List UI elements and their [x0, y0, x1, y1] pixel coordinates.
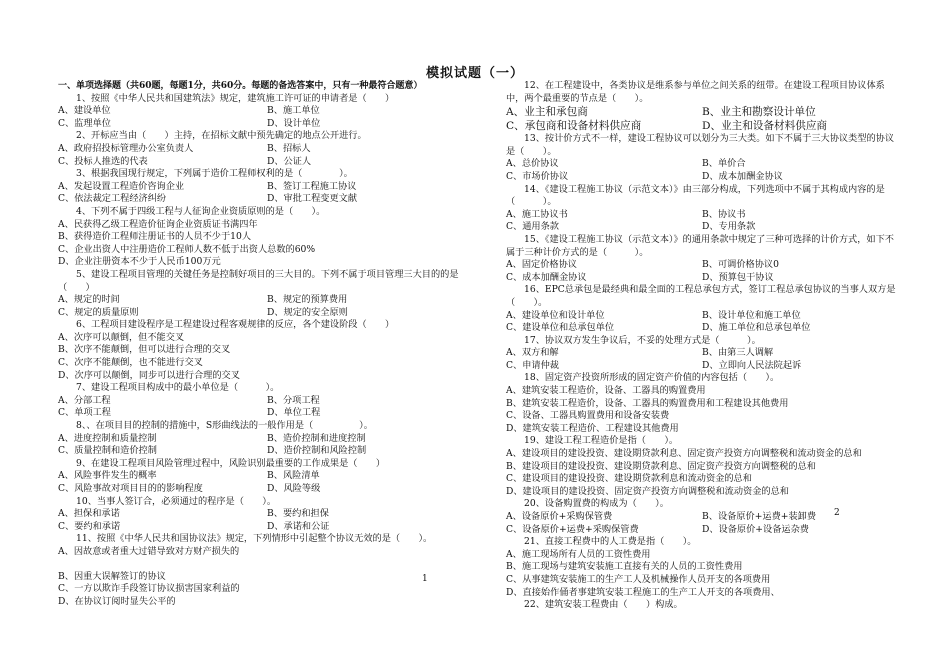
answer-option: A、担保和承诺 [58, 508, 120, 520]
answer-option: D、企业注册资本不少于人民币100万元 [58, 256, 221, 268]
answer-options [58, 508, 476, 533]
question-text: 3、根据我国现行规定，下列属于造价工程师权利的是（ ）。 [76, 168, 353, 180]
question-text: 6、工程项目建设程序是工程建设过程客观规律的反应，各个建设阶段（ ） [76, 319, 395, 331]
answer-option: B、次序不能颠倒，但可以进行合理的交叉 [58, 344, 231, 356]
answer-option: B、协议书 [702, 208, 746, 220]
question-text: 1、按照《中华人民共和国建筑法》规定，建筑施工许可证的申请者是（ ） [76, 92, 395, 104]
answer-option: B、建筑安装工程造价，设备、工器具的购置费用和工程建设其他费用 [506, 397, 789, 409]
answer-option: D、次序可以颠倒，同步可以进行合理的交叉 [58, 369, 240, 381]
answer-option: D、在协议订阅时显失公平的 [58, 595, 176, 607]
answer-option: B、风险清单 [267, 470, 320, 482]
answer-option: C、一方以欺诈手段签订协议损害国家利益的 [58, 583, 240, 595]
answer-option: B、施工单位 [267, 105, 320, 117]
answer-option: B、业主和勘察设计单位 [702, 106, 816, 119]
answer-option: A、施工协议书 [506, 208, 568, 220]
answer-options [506, 259, 898, 284]
question-text: 17、协议双方发生争议后，不妥的处理方式是（ ）。 [524, 334, 761, 346]
page-title: 模拟试题（一） [425, 66, 524, 81]
answer-option: B、招标人 [267, 142, 311, 154]
answer-options [506, 209, 898, 234]
question-text: 9、在建设工程项目风险管理过程中，风险识别最重要的工作成果是（ ） [76, 457, 386, 469]
answer-options [58, 470, 476, 495]
answer-option: A、民获得乙级工程造价征询企业资质证书满四年 [58, 218, 258, 230]
answer-option: B、设备原价+运费+装卸费 [702, 511, 817, 522]
answer-option: C、监理单位 [58, 117, 111, 129]
question-text: 15、《建设工程施工协议（示范文本）》的通用条款中规定了三种可选择的计价方式，如下不属于三种计价方式的是（ ）。 [506, 233, 894, 258]
answer-option: B、可调价格协议0 [702, 259, 779, 271]
question-text: 22、建筑安装工程费由（ ）构成。 [524, 599, 683, 611]
answer-option: D、造价控制和风险控制 [267, 445, 367, 457]
answer-option: C、规定的质量原则 [58, 306, 139, 318]
answer-options [506, 448, 898, 498]
question-text: 19、建设工程工程造价是指（ ）。 [524, 435, 679, 447]
answer-option: C、企业出资人中注册造价工程师人数不低于出资人总数的60% [58, 243, 316, 255]
answer-option: D、施工单位和总承包单位 [702, 322, 811, 334]
answer-option: C、单项工程 [58, 407, 111, 419]
question-text: 7、建设工程项目构成中的最小单位是（ ）。 [76, 382, 280, 394]
answer-option: C、申请仲裁 [506, 359, 559, 371]
answer-option: D、成本加酬金协议 [702, 170, 783, 182]
answer-option: A、发起设置工程造价咨询企业 [58, 180, 185, 192]
answer-option: B、单价合 [702, 158, 746, 170]
answer-options [58, 332, 476, 382]
answer-option: C、承包商和设备材料供应商 [506, 120, 642, 133]
question-text: 13、按计价方式不一样，建设工程协议可以划分为三大类。如下不属于三大协议类型的协议是（ ）。 [506, 133, 895, 157]
answer-options [58, 219, 476, 269]
answer-option: A、风险事件发生的概率 [58, 470, 157, 482]
question-text: 12、在工程建设中，各类协议是维系参与单位之间关系的纽带。在建设工程项目协议体系中，两个最重要的节点是（ ）。 [506, 80, 885, 104]
answer-option: D、设备原价+设备运杂费 [702, 523, 809, 535]
answer-option: D、建筑安装工程造价、工程建设其他费用 [506, 422, 679, 434]
answer-option: D、风险等级 [267, 483, 321, 494]
answer-options [58, 294, 476, 319]
question-text: 14、《建设工程施工协议（示范文本）》由三部分构成，下列选项中不属于其构成内容的是（ ）。 [506, 183, 885, 208]
answer-option: B、由第三人调解 [702, 347, 774, 359]
answer-option: C、从事建筑安装施工的生产工人及机械操作人员开支的各项费用 [506, 573, 771, 585]
answer-option: A、业主和承包商 [506, 106, 588, 119]
section-heading: 一、单项选择题（共60题，每题1分，共60分。每题的备选答案中，只有一种最符合题意） [58, 81, 423, 91]
answer-option: C、质量控制和造价控制 [58, 445, 157, 457]
question-text: 21、直接工程费中的人工费是指（ ）。 [524, 536, 697, 548]
answer-option: A、政府招投标管理办公室负责人 [58, 142, 194, 154]
answer-option: C、通用条款 [506, 221, 559, 233]
question-text: 5、建设工程项目管理的关键任务是控制好项目的三大目的。下列不属于项目管理三大目的的是（ ） [58, 268, 459, 293]
answer-option: A、分部工程 [58, 394, 111, 406]
answer-option: A、总价协议 [506, 158, 559, 170]
answer-option: D、公证人 [267, 155, 312, 167]
answer-option: A、进度控制和质量控制 [58, 432, 157, 444]
question-list-right [506, 80, 898, 612]
answer-option: C、建设项目的建设投资、建设期贷款利息和流动资金的总和 [506, 473, 752, 485]
answer-option: D、立即向人民法院起诉 [702, 359, 802, 371]
left-column [58, 80, 476, 608]
answer-option: B、造价控制和进度控制 [267, 432, 366, 444]
answer-options [58, 181, 476, 206]
answer-option: A、规定的时间 [58, 294, 120, 306]
question-text: 18、固定资产投资所形成的固定资产价值的内容包括（ ）。 [524, 372, 780, 384]
answer-options [506, 310, 898, 335]
answer-options [58, 546, 476, 608]
answer-option: B、签订工程施工协议 [267, 180, 357, 192]
answer-option: A、建设单位 [58, 105, 111, 117]
answer-option: B、建设项目的建设投资、建设期贷款利息、固定资产投资方向调整税的总和 [506, 460, 816, 472]
answer-option: C、风险事故对项目目的的影响程度 [58, 483, 203, 494]
answer-options [506, 385, 898, 435]
answer-option: C、设备、工器具购置费用和设备安装费 [506, 410, 670, 422]
question-text: 20、设备购置费的构成为（ ）。 [524, 498, 669, 510]
answer-option: D、预算包干协议 [702, 271, 774, 283]
answer-option: D、建设项目的建设投资、固定资产投资方向调整税和流动资金的总和 [506, 485, 789, 497]
question-text: 16、EPC总承包是最经典和最全面的工程总承包方式，签订工程总承包协议的当事人双方是（ ）。 [506, 284, 896, 308]
answer-option: A、建设单位和设计单位 [506, 309, 605, 321]
answer-option: A、施工现场所有人员的工资性费用 [506, 548, 651, 560]
answer-option: C、设备原价+运费+采购保管费 [506, 523, 639, 535]
answer-option: A、设备原价+采购保管费 [506, 511, 613, 522]
answer-option: D、业主和设备材料供应商 [702, 120, 828, 133]
answer-option: D、单位工程 [267, 407, 321, 419]
answer-options [58, 105, 476, 130]
answer-option: A、建筑安装工程造价，设备、工器具的购置费用 [506, 385, 706, 397]
answer-option: D、承诺和公证 [267, 520, 330, 532]
answer-option: C、要约和承诺 [58, 520, 121, 532]
page-number-2: 2 [834, 508, 840, 518]
answer-option: D、设计单位 [267, 117, 321, 129]
answer-option: D、专用条款 [702, 221, 756, 233]
answer-option: B、分项工程 [267, 394, 320, 406]
answer-option: A、固定价格协议 [506, 259, 577, 271]
question-text: 10、当事人签订合，必须通过的程序是（ ）。 [76, 495, 277, 507]
answer-options [58, 433, 476, 458]
answer-option: D、审批工程变更文献 [267, 193, 358, 205]
question-text: 11、按照《中华人民共和国协议法》规定，下列情形中引起整个协议无效的是（ ）。 [76, 533, 433, 545]
question-text: 2、开标应当由（ ）主持，在招标文献中预先确定的地点公开进行。 [76, 130, 367, 142]
answer-option: C、成本加酬金协议 [506, 271, 587, 283]
answer-option: C、建设单位和总承包单位 [506, 322, 615, 334]
answer-option: C、投标人推选的代表 [58, 155, 148, 167]
answer-option: D、直接始作俑者事建筑安装工程施工的生产工人开支的各项费用、 [506, 586, 780, 598]
answer-option: A、建设项目的建设投资、建设期贷款利息、固定资产投资方向调整税和流动资金的总和 [506, 448, 862, 460]
question-text: 8、、在项目目的控制的措施中，S形曲线法的一般作用是（ ）。 [76, 420, 373, 432]
question-text: 4、下列不属于四级工程与人征询企业资质原则的是（ ）。 [76, 205, 326, 217]
answer-option: C、次序不能颠倒，也不能进行交叉 [58, 357, 203, 369]
answer-option: C、依法裁定工程经济纠纷 [58, 193, 167, 205]
answer-option: A、因故意或者重大过错导致对方财产损失的 [58, 545, 240, 557]
answer-option: B、施工现场与建筑安装施工直接有关的人员的工资性费用 [506, 561, 743, 573]
answer-option: A、次序可以颠倒，但不能交叉 [58, 331, 185, 343]
page-number-1: 1 [422, 574, 428, 584]
answer-option: B、要约和担保 [267, 508, 329, 520]
answer-option: B、因重大误解签订的协议 [58, 570, 166, 582]
answer-options [506, 549, 898, 599]
answer-option: D、规定的安全原则 [267, 306, 348, 318]
answer-option: C、市场价协议 [506, 170, 569, 182]
answer-options [58, 395, 476, 420]
answer-option: A、双方和解 [506, 347, 559, 359]
answer-option: B、设计单位和施工单位 [702, 309, 801, 321]
answer-options [506, 347, 898, 372]
answer-option: B、规定的预算费用 [267, 294, 348, 306]
answer-options [506, 105, 898, 133]
right-column [506, 80, 898, 612]
option-spacer [58, 559, 476, 571]
answer-options [58, 143, 476, 168]
answer-option: B、获得造价工程师注册证书的人员不少于10人 [58, 231, 252, 243]
question-list-left [58, 93, 476, 609]
answer-options [506, 158, 898, 183]
